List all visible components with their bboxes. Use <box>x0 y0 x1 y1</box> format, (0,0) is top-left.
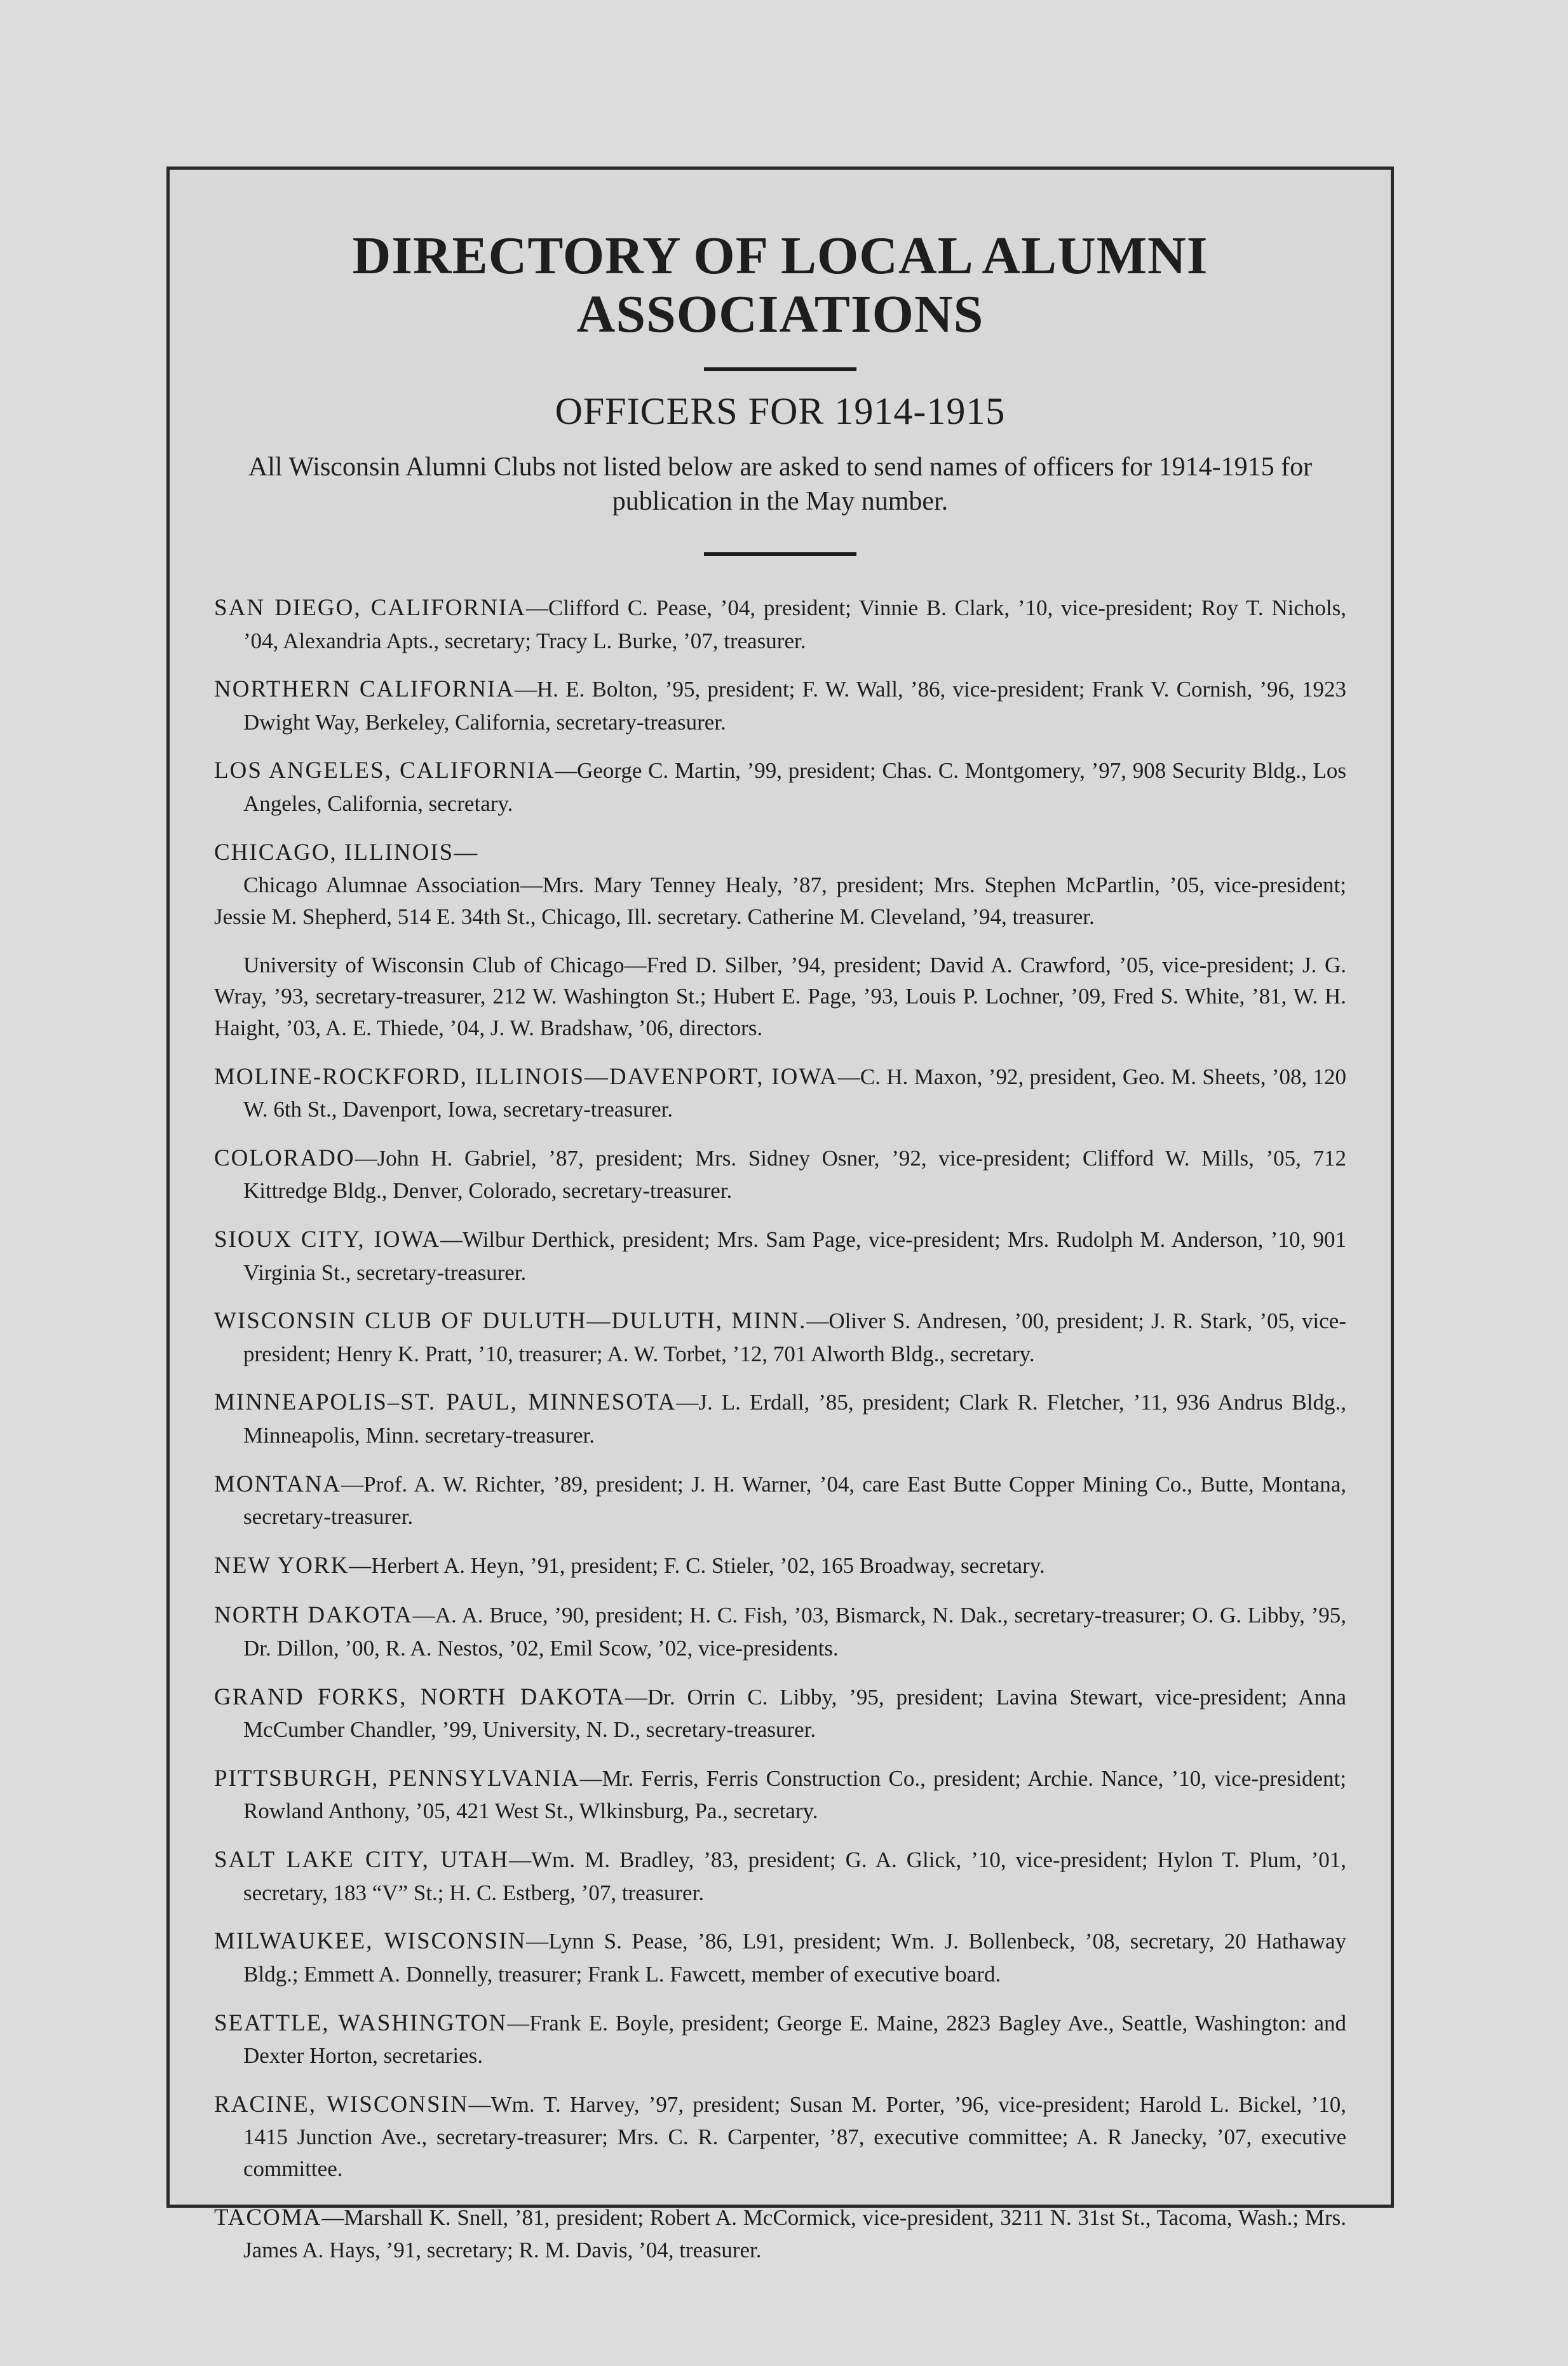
intro-note: All Wisconsin Alumni Clubs not listed below are asked to send names of officers for 1914-1915 for publication in the May number. <box>248 452 1313 517</box>
entry-text: —Dr. Orrin C. Libby, ’95, president; Lavina Stewart, vice-president; Anna McCumber Chandler, ’99, University, N. D., secretary-treasurer. <box>243 1684 1347 1743</box>
entry-text: —Lynn S. Pease, ’86, L91, president; Wm. J. Bollenbeck, ’08, secretary, 20 Hathaway Bldg.; Emmett A. Donnelly, treasurer; Frank L. Fawcett, member of executive board. <box>243 1929 1347 1987</box>
entry-location: COLORADO <box>214 1145 355 1171</box>
entry-text: —Herbert A. Heyn, ’91, president; F. C. Stieler, ’02, 165 Broadway, secretary. <box>349 1553 1045 1578</box>
directory-entries <box>214 592 1346 2266</box>
entry-location: MOLINE-ROCKFORD, ILLINOIS—DAVENPORT, IOWA <box>214 1063 838 1090</box>
entry-new-york <box>214 1549 1346 1583</box>
entry-milwaukee <box>214 1925 1346 1990</box>
entry-location: NEW YORK <box>214 1552 349 1579</box>
entry-grand-forks <box>214 1681 1346 1746</box>
entry-los-angeles <box>214 754 1346 819</box>
entry-chicago <box>214 836 1346 870</box>
page-title: DIRECTORY OF LOCAL ALUMNI ASSOCIATIONS <box>352 226 1208 344</box>
chicago-alumnae-paragraph: Chicago Alumnae Association—Mrs. Mary Tenney Healy, ’87, president; Mrs. Stephen McPartlin, ’05, vice-president; Jessie M. Shepherd, 514 E. 34th St., Chicago, Ill. secretary. Catherine M. Cleveland, ’94, treasurer. <box>214 873 1346 929</box>
entry-text: —Clifford C. Pease, ’04, president; Vinnie B. Clark, ’10, vice-president; Roy T. Nichols, ’04, Alexandria Apts., secretary; Tracy L. Burke, ’07, treasurer. <box>243 595 1346 653</box>
entry-location: SALT LAKE CITY, UTAH <box>214 1847 510 1873</box>
entry-text: —Marshall K. Snell, ’81, president; Robert A. McCormick, vice-president, 3211 N. 31st St., Tacoma, Wash.; Mrs. James A. Hays, ’91, secretary; R. M. Davis, ’04, treasurer. <box>243 2205 1346 2263</box>
entry-location: RACINE, WISCONSIN <box>214 2091 469 2118</box>
entry-location: LOS ANGELES, CALIFORNIA <box>214 758 555 784</box>
directory-frame <box>166 167 1394 2263</box>
entry-minneapolis-st-paul <box>214 1386 1346 1451</box>
entry-north-dakota <box>214 1599 1346 1664</box>
entry-location: CHICAGO, ILLINOIS— <box>214 839 479 866</box>
entry-text: —Wilbur Derthick, president; Mrs. Sam Page, vice-president; Mrs. Rudolph M. Anderson, ’10, 901 Virginia St., secretary-treasurer. <box>243 1227 1346 1285</box>
entry-text: —Prof. A. W. Richter, ’89, president; J. H. Warner, ’04, care East Butte Copper Mining Co., Butte, Montana, secretary-treasurer. <box>243 1471 1346 1530</box>
entry-sioux-city <box>214 1223 1346 1288</box>
page-subtitle: OFFICERS FOR 1914-1915 <box>555 390 1006 432</box>
entry-text: —Frank E. Boyle, president; George E. Maine, 2823 Bagley Ave., Seattle, Washington: and Dexter Horton, secretaries. <box>243 2010 1346 2069</box>
intro-rule <box>704 552 856 556</box>
entry-tacoma <box>214 2201 1346 2266</box>
entry-pittsburgh <box>214 1762 1346 1827</box>
entry-location: WISCONSIN CLUB OF DULUTH—DULUTH, MINN. <box>214 1308 807 1335</box>
entry-text: —Wm. M. Bradley, ’83, president; G. A. Glick, ’10, vice-president; Hylon T. Plum, ’01, secretary, 183 “V” St.; H. C. Estberg, ’07, treasurer. <box>243 1847 1346 1905</box>
entry-location: MILWAUKEE, WISCONSIN <box>214 1928 527 1955</box>
entry-colorado <box>214 1142 1346 1207</box>
entry-location: SEATTLE, WASHINGTON <box>214 2009 508 2036</box>
chicago-club-paragraph: University of Wisconsin Club of Chicago—Fred D. Silber, ’94, president; David A. Crawford, ’05, vice-president; J. G. Wray, ’93, secretary-treasurer, 212 W. Washington St.; Hubert E. Page, ’93, Louis P. Lochner, ’09, Fred S. White, ’81, W. H. Haight, ’03, A. E. Thiede, ’04, J. W. Bradshaw, ’06, directors. <box>214 952 1346 1040</box>
entry-montana <box>214 1468 1346 1533</box>
entry-location: SIOUX CITY, IOWA <box>214 1227 441 1253</box>
entry-san-diego <box>214 592 1346 656</box>
entry-text: —George C. Martin, ’99, president; Chas. C. Montgomery, ’97, 908 Security Bldg., Los Angeles, California, secretary. <box>243 758 1346 816</box>
entry-moline-rockford <box>214 1061 1346 1125</box>
entry-text: —Mr. Ferris, Ferris Construction Co., president; Archie. Nance, ’10, vice-president; Rowland Anthony, ’05, 421 West St., Wlkinsburg, Pa., secretary. <box>243 1765 1346 1824</box>
entry-text: —H. E. Bolton, ’95, president; F. W. Wall, ’86, vice-president; Frank V. Cornish, ’96, 1923 Dwight Way, Berkeley, California, secretary-treasurer. <box>243 677 1346 735</box>
entry-location: NORTHERN CALIFORNIA <box>214 676 515 703</box>
entry-racine <box>214 2088 1346 2185</box>
entry-salt-lake-city <box>214 1844 1346 1908</box>
entry-location: MONTANA <box>214 1471 342 1497</box>
entry-seattle <box>214 2007 1346 2072</box>
entry-location: MINNEAPOLIS–ST. PAUL, MINNESOTA <box>214 1389 677 1416</box>
title-rule <box>704 367 856 371</box>
entry-text: —C. H. Maxon, ’92, president, Geo. M. Sheets, ’08, 120 W. 6th St., Davenport, Iowa, secretary-treasurer. <box>243 1064 1346 1122</box>
entry-northern-california <box>214 673 1346 738</box>
entry-location: TACOMA <box>214 2204 322 2231</box>
entry-location: SAN DIEGO, CALIFORNIA <box>214 594 526 621</box>
entry-text: —Wm. T. Harvey, ’97, president; Susan M. Porter, ’96, vice-president; Harold L. Bickel, ’10, 1415 Junction Ave., secretary-treasurer; Mrs. C. R. Carpenter, ’87, executive committee; A. R Janecky, ’07, executive committee. <box>243 2091 1346 2181</box>
entry-location: GRAND FORKS, NORTH DAKOTA <box>214 1683 625 1710</box>
entry-location: PITTSBURGH, PENNSYLVANIA <box>214 1765 580 1791</box>
entry-location: NORTH DAKOTA <box>214 1602 413 1629</box>
entry-text: —J. L. Erdall, ’85, president; Clark R. Fletcher, ’11, 936 Andrus Bldg., Minneapolis, Minn. secretary-treasurer. <box>243 1390 1346 1448</box>
entry-text: —John H. Gabriel, ’87, president; Mrs. Sidney Osner, ’92, vice-president; Clifford W. Mills, ’05, 712 Kittredge Bldg., Denver, Colorado, secretary-treasurer. <box>243 1145 1346 1204</box>
entry-text: —Oliver S. Andresen, ’00, president; J. R. Stark, ’05, vice-president; Henry K. Pratt, ’10, treasurer; A. W. Torbet, ’12, 701 Alworth Bldg., secretary. <box>243 1309 1346 1366</box>
entry-text: —A. A. Bruce, ’90, president; H. C. Fish, ’03, Bismarck, N. Dak., secretary-treasurer; O. G. Libby, ’95, Dr. Dillon, ’00, R. A. Nestos, ’02, Emil Scow, ’02, vice-presidents. <box>243 1603 1346 1661</box>
entry-duluth <box>214 1305 1346 1370</box>
